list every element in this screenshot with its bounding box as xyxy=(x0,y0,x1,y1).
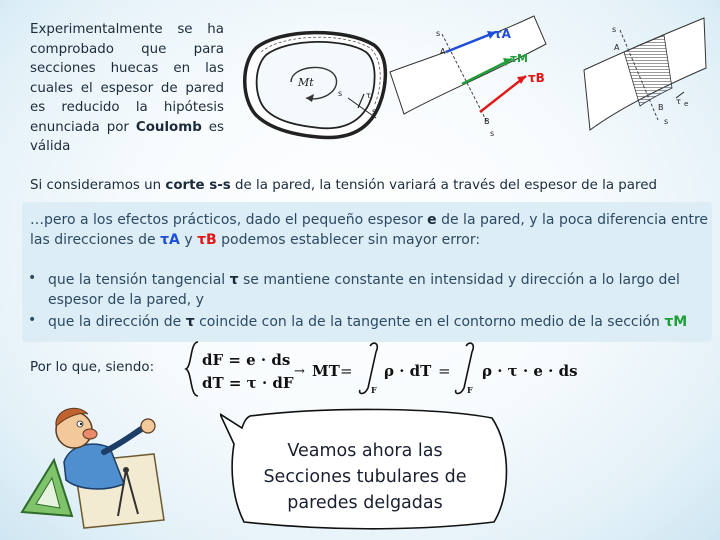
fig3-tau: τ xyxy=(676,97,681,106)
s-label-1: s xyxy=(338,89,343,98)
pero-pre: …pero a los efectos prácticos, dado el pequeño espesor xyxy=(30,212,428,228)
intro-paragraph xyxy=(30,20,224,157)
eq-int1-body: ρ · dT xyxy=(384,362,432,380)
s-label-2: s xyxy=(372,107,377,116)
fig2-tau-B: τB xyxy=(528,71,545,85)
coulomb-name: Coulomb xyxy=(135,119,202,135)
pero-y: y xyxy=(179,232,198,248)
moment-label: Mt xyxy=(298,76,314,89)
pero-paragraph xyxy=(30,210,710,250)
bubble-line-3: paredes delgadas xyxy=(287,493,443,513)
porlo-text: Por lo que, siendo: xyxy=(30,360,155,375)
fig2-A: A xyxy=(440,47,446,56)
bullet1-post: se mantiene constante en intensidad y dirección a lo largo del espesor de la pared, y xyxy=(48,272,680,308)
corte-post: de la pared, la tensión variará a través del espesor de la pared xyxy=(230,178,657,193)
bullet-dot-2: • xyxy=(28,312,37,328)
engineer-body xyxy=(64,444,124,489)
engineer-nose xyxy=(83,429,97,439)
eq-equals-1: = xyxy=(340,362,353,380)
intro-text-end: es válida xyxy=(30,119,224,154)
eq-equals-2: = xyxy=(438,362,451,380)
corte-pre: Si consideramos un xyxy=(30,178,166,193)
fig2-B: B xyxy=(484,117,490,126)
wall-stress-figure xyxy=(384,4,554,146)
corte-bold: corte s-s xyxy=(165,178,231,193)
fig3-e: e xyxy=(684,100,689,108)
eq-int2-body: ρ · τ · e · ds xyxy=(482,362,578,380)
bullet-item-2 xyxy=(48,312,713,332)
pero-e: e xyxy=(427,212,437,228)
wall-strip xyxy=(390,16,546,114)
bullet2-post: coincide con la de la tangente en el contorno medio de la sección xyxy=(194,314,665,330)
pero-tau-B: τB xyxy=(197,232,217,248)
inner-contour xyxy=(257,42,375,128)
eq-line-1: dF = e · ds xyxy=(202,351,291,369)
pero-tau-A: τA xyxy=(160,232,180,248)
engineer-cartoon xyxy=(14,392,174,532)
hollow-section-figure xyxy=(236,20,394,150)
fig3-s-bottom: s xyxy=(664,117,669,126)
engineer-hand xyxy=(141,419,155,433)
bullet-item-1 xyxy=(48,270,713,310)
pero-mid: de la pared, y la poca diferencia entre las direcciones de xyxy=(30,212,709,248)
fig2-tau-A: τA xyxy=(494,27,511,41)
fig3-A: A xyxy=(614,43,620,52)
bullet2-pre: que la dirección de xyxy=(48,314,186,330)
equation-block xyxy=(184,338,584,400)
eq-mt: MT xyxy=(312,362,340,380)
corte-sentence xyxy=(30,178,710,193)
hatched-section-figure xyxy=(580,8,710,148)
bubble-line-1: Veamos ahora las xyxy=(287,441,443,461)
eq-arrow: → xyxy=(294,364,305,379)
fig3-B: B xyxy=(658,103,664,112)
bullet2-tau-M: τM xyxy=(664,314,688,330)
equation-brace xyxy=(186,342,198,396)
fig2-tau-M: τM xyxy=(510,52,528,65)
fig2-s-bottom: s xyxy=(490,129,495,138)
pero-post: podemos establecer sin mayor error: xyxy=(216,232,481,248)
bubble-line-2: Secciones tubulares de xyxy=(263,467,467,487)
bullet-dot-1: • xyxy=(28,270,37,286)
bullet1-tau: τ xyxy=(229,272,239,288)
eq-line-2: dT = τ · dF xyxy=(202,374,294,392)
eq-int2-limit: F xyxy=(467,385,473,395)
intro-text: Experimentalmente se ha comprobado que para secciones huecas en las cuales el espesor de pared es reducido la hipótesis enunciada por xyxy=(30,22,224,135)
fig2-s-top: s xyxy=(436,29,441,38)
speech-bubble-text xyxy=(230,438,500,516)
tau-label: τ xyxy=(366,91,371,100)
bullet2-tau: τ xyxy=(185,314,195,330)
fig3-s-top: s xyxy=(612,25,617,34)
tau-B-arrow xyxy=(480,76,526,112)
bullet1-pre: que la tensión tangencial xyxy=(48,272,230,288)
engineer-arm xyxy=(104,426,146,452)
eq-int1-limit: F xyxy=(371,385,377,395)
